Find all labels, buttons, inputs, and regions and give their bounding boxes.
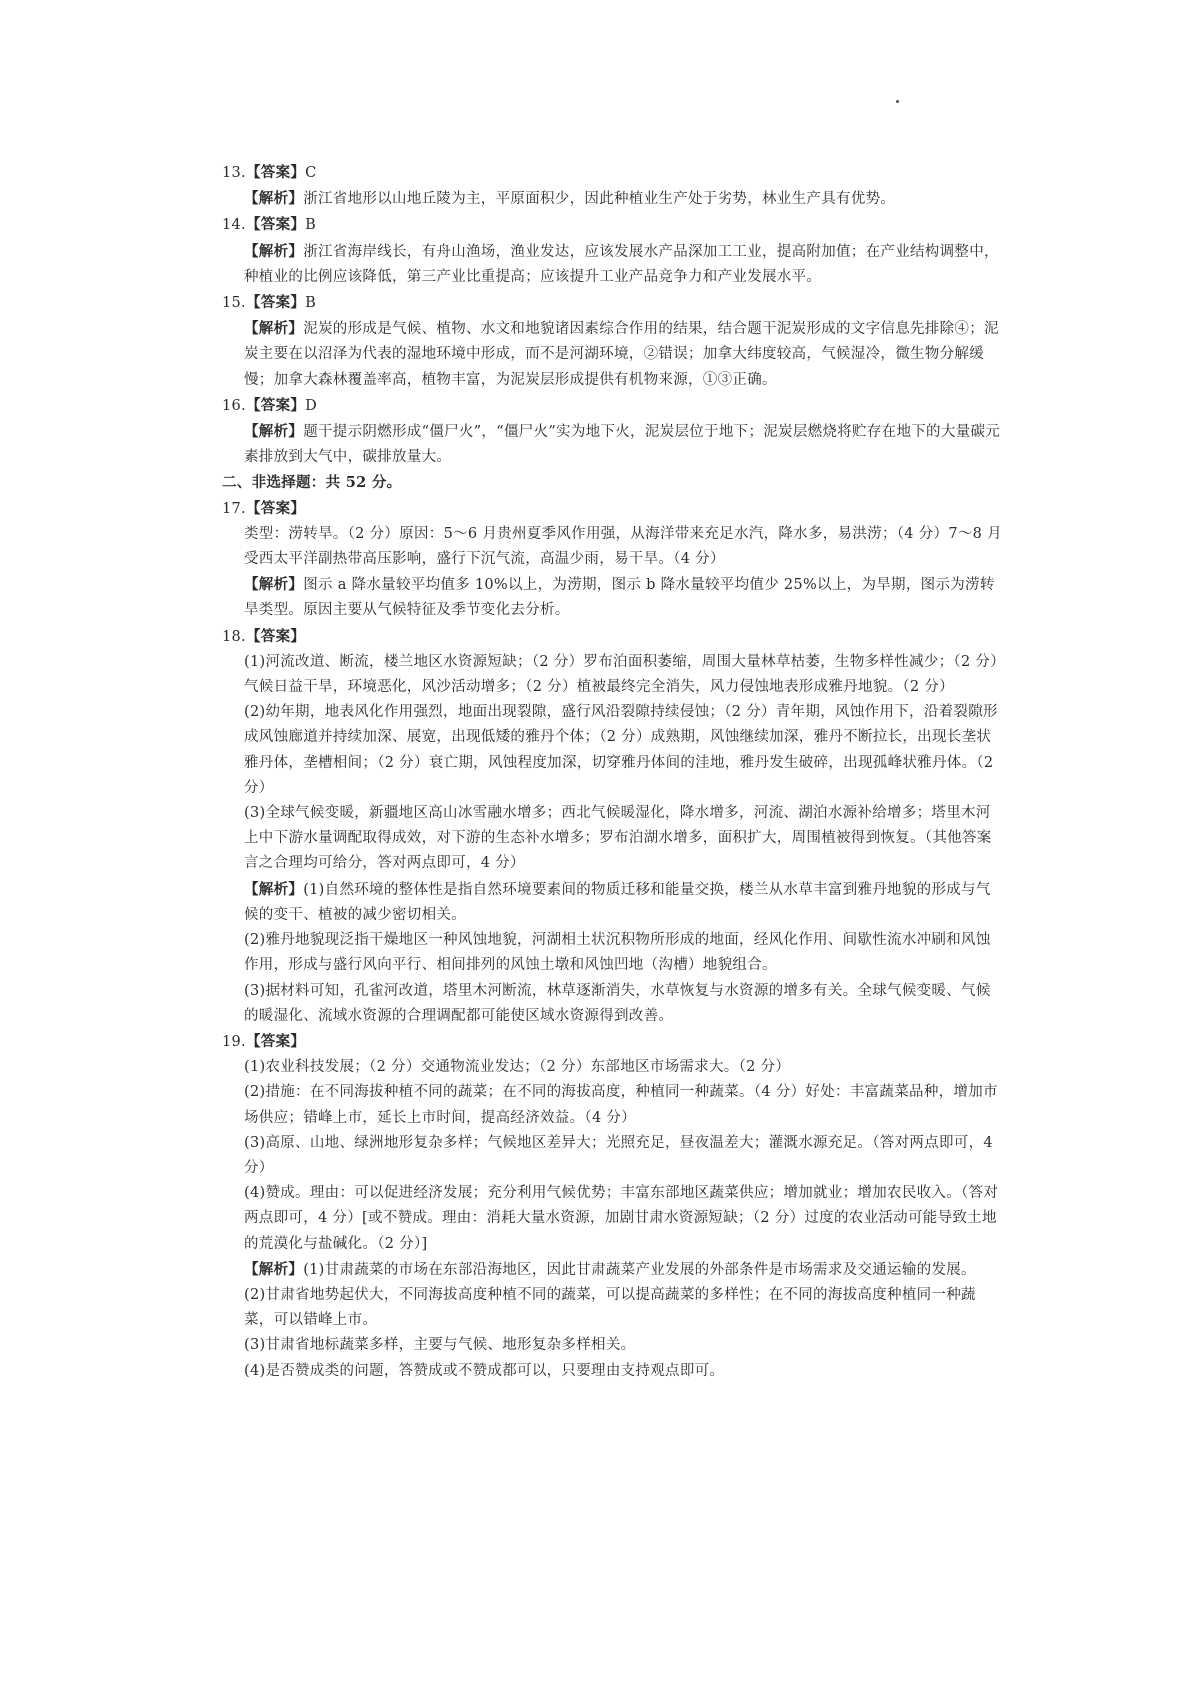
q19-answer-4: (4)赞成。理由：可以促进经济发展；充分利用气候优势；丰富东部地区蔬菜供应；增加就业；增加农民收入。（答对两点即可，4 分）[或不赞成。理由：消耗大量水资源，加剧甘肃水资源短缺；（2 分）过度的农业活动可能导致土地的荒漠化与盐碱化。（2 分）]	[244, 1185, 999, 1252]
q18-analysis-1: 【解析】(1)自然环境的整体性是指自然环境要素间的物质迁移和能量交换，楼兰从水草丰富到雅丹地貌的形成与气候的变干、植被的减少密切相关。	[244, 880, 991, 923]
q19-answer-label: 19.【答案】	[222, 1032, 306, 1050]
q17-answer-label: 17.【答案】	[222, 499, 306, 517]
scan-dot	[896, 100, 899, 103]
q19-analysis-2: (2)甘肃省地势起伏大，不同海拔高度种植不同的蔬菜，可以提高蔬菜的多样性；在不同的海拔高度种植同一种蔬菜，可以错峰上市。	[244, 1286, 976, 1329]
q18-analysis-3: (3)据材料可知，孔雀河改道，塔里木河断流，林草逐渐消失，水草恢复与水资源的增多有关。全球气候变暖、气候的暖湿化、流域水资源的合理调配都可能使区域水资源得到改善。	[244, 982, 991, 1024]
q16-analysis: 【解析】题干提示阴燃形成“僵尸火”，“僵尸火”实为地下火，泥炭层位于地下；泥炭层燃烧将贮存在地下的大量碳元素排放到大气中，碳排放量大。	[244, 423, 1001, 466]
q19-analysis-1: 【解析】(1)甘肃蔬菜的市场在东部沿海地区，因此甘肃蔬菜产业发展的外部条件是市场需求及交通运输的发展。	[244, 1260, 976, 1278]
q18-answer-label: 18.【答案】	[222, 627, 306, 645]
q15-analysis: 【解析】泥炭的形成是气候、植物、水文和地貌诸因素综合作用的结果，结合题干泥炭形成的文字信息先排除④；泥炭主要在以沼泽为代表的湿地环境中形成，而不是河湖环境，②错误；加拿大纬度较高，气候湿冷，微生物分解缓慢；加拿大森林覆盖率高，植物丰富，为泥炭层形成提供有机物来源，①③正确。	[244, 320, 999, 388]
q17-answer-text: 类型：涝转旱。（2 分）原因：5～6 月贵州夏季风作用强，从海洋带来充足水汽，降水多，易洪涝；（4 分）7～8 月受西太平洋副热带高压影响，盛行下沉气流，高温少雨，易干旱。（4 分）	[244, 525, 1002, 568]
q17-analysis: 【解析】图示 a 降水量较平均值多 10%以上，为涝期，图示 b 降水量较平均值少 25%以上，为旱期，图示为涝转旱类型。原因主要从气候特征及季节变化去分析。	[244, 576, 995, 619]
q18-answer-1: (1)河流改道、断流，楼兰地区水资源短缺；（2 分）罗布泊面积萎缩，周围大量林草枯萎，生物多样性减少；（2 分）气候日益干旱，环境恶化，风沙活动增多；（2 分）植被最终完全消失，风力侵蚀地表形成雅丹地貌。（2 分）	[244, 653, 998, 696]
q14-analysis: 【解析】浙江省海岸线长，有舟山渔场，渔业发达，应该发展水产品深加工工业，提高附加值；在产业结构调整中，种植业的比例应该降低，第三产业比重提高；应该提升工业产品竞争力和产业发展水平。	[244, 242, 999, 285]
section2-heading: 二、非选择题：共 52 分。	[222, 474, 402, 492]
q13-analysis: 【解析】浙江省地形以山地丘陵为主，平原面积少，因此种植业生产处于劣势，林业生产具有优势。	[244, 190, 896, 208]
q14-answer: 14.【答案】B	[222, 216, 317, 234]
q19-answer-2: (2)措施：在不同海拔种植不同的蔬菜；在不同的海拔高度，种植同一种蔬菜。（4 分）好处：丰富蔬菜品种，增加市场供应；错峰上市，延长上市时间，提高经济效益。（4 分）	[244, 1084, 998, 1126]
q19-answer-3: (3)高原、山地、绿洲地形复杂多样；气候地区差异大；光照充足，昼夜温差大；灌溉水源充足。（答对两点即可，4 分）	[244, 1134, 993, 1176]
q13-answer: 13.【答案】C	[222, 164, 317, 181]
q19-analysis-4: (4)是否赞成类的问题，答赞成或不赞成都可以，只要理由支持观点即可。	[244, 1362, 725, 1379]
q18-answer-3: (3)全球气候变暖，新疆地区高山冰雪融水增多；西北气候暖湿化，降水增多，河流、湖泊水源补给增多；塔里木河上中下游水量调配取得成效，对下游的生态补水增多；罗布泊湖水增多，面积扩大，周围植被得到恢复。（其他答案言之合理均可给分，答对两点即可，4 分）	[244, 805, 992, 872]
q19-analysis-3: (3)甘肃省地标蔬菜多样，主要与气候、地形复杂多样相关。	[244, 1337, 636, 1354]
q16-answer: 16.【答案】D	[222, 396, 318, 414]
q19-answer-1: (1)农业科技发展；（2 分）交通物流业发达；（2 分）东部地区市场需求大。（2 分）	[244, 1059, 791, 1076]
q18-analysis-2: (2)雅丹地貌现泛指干燥地区一种风蚀地貌，河湖相土状沉积物所形成的地面，经风化作用、间歇性流水冲刷和风蚀作用，形成与盛行风向平行、相间排列的风蚀土墩和风蚀凹地（沟槽）地貌组合。	[244, 932, 991, 974]
q15-answer: 15.【答案】B	[222, 294, 317, 312]
q18-answer-2: (2)幼年期，地表风化作用强烈，地面出现裂隙，盛行风沿裂隙持续侵蚀；（2 分）青年期，风蚀作用下，沿着裂隙形成风蚀廊道并持续加深、展宽，出现低矮的雅丹个体；（2 分）成熟期，风蚀继续加深，雅丹不断拉长，出现长垄状雅丹体，垄槽相间；（2 分）衰亡期，风蚀程度加深，切穿雅丹体间的洼地，雅丹发生破碎，出现孤峰状雅丹体。（2 分）	[244, 704, 998, 796]
answer-content	[222, 160, 1004, 1384]
